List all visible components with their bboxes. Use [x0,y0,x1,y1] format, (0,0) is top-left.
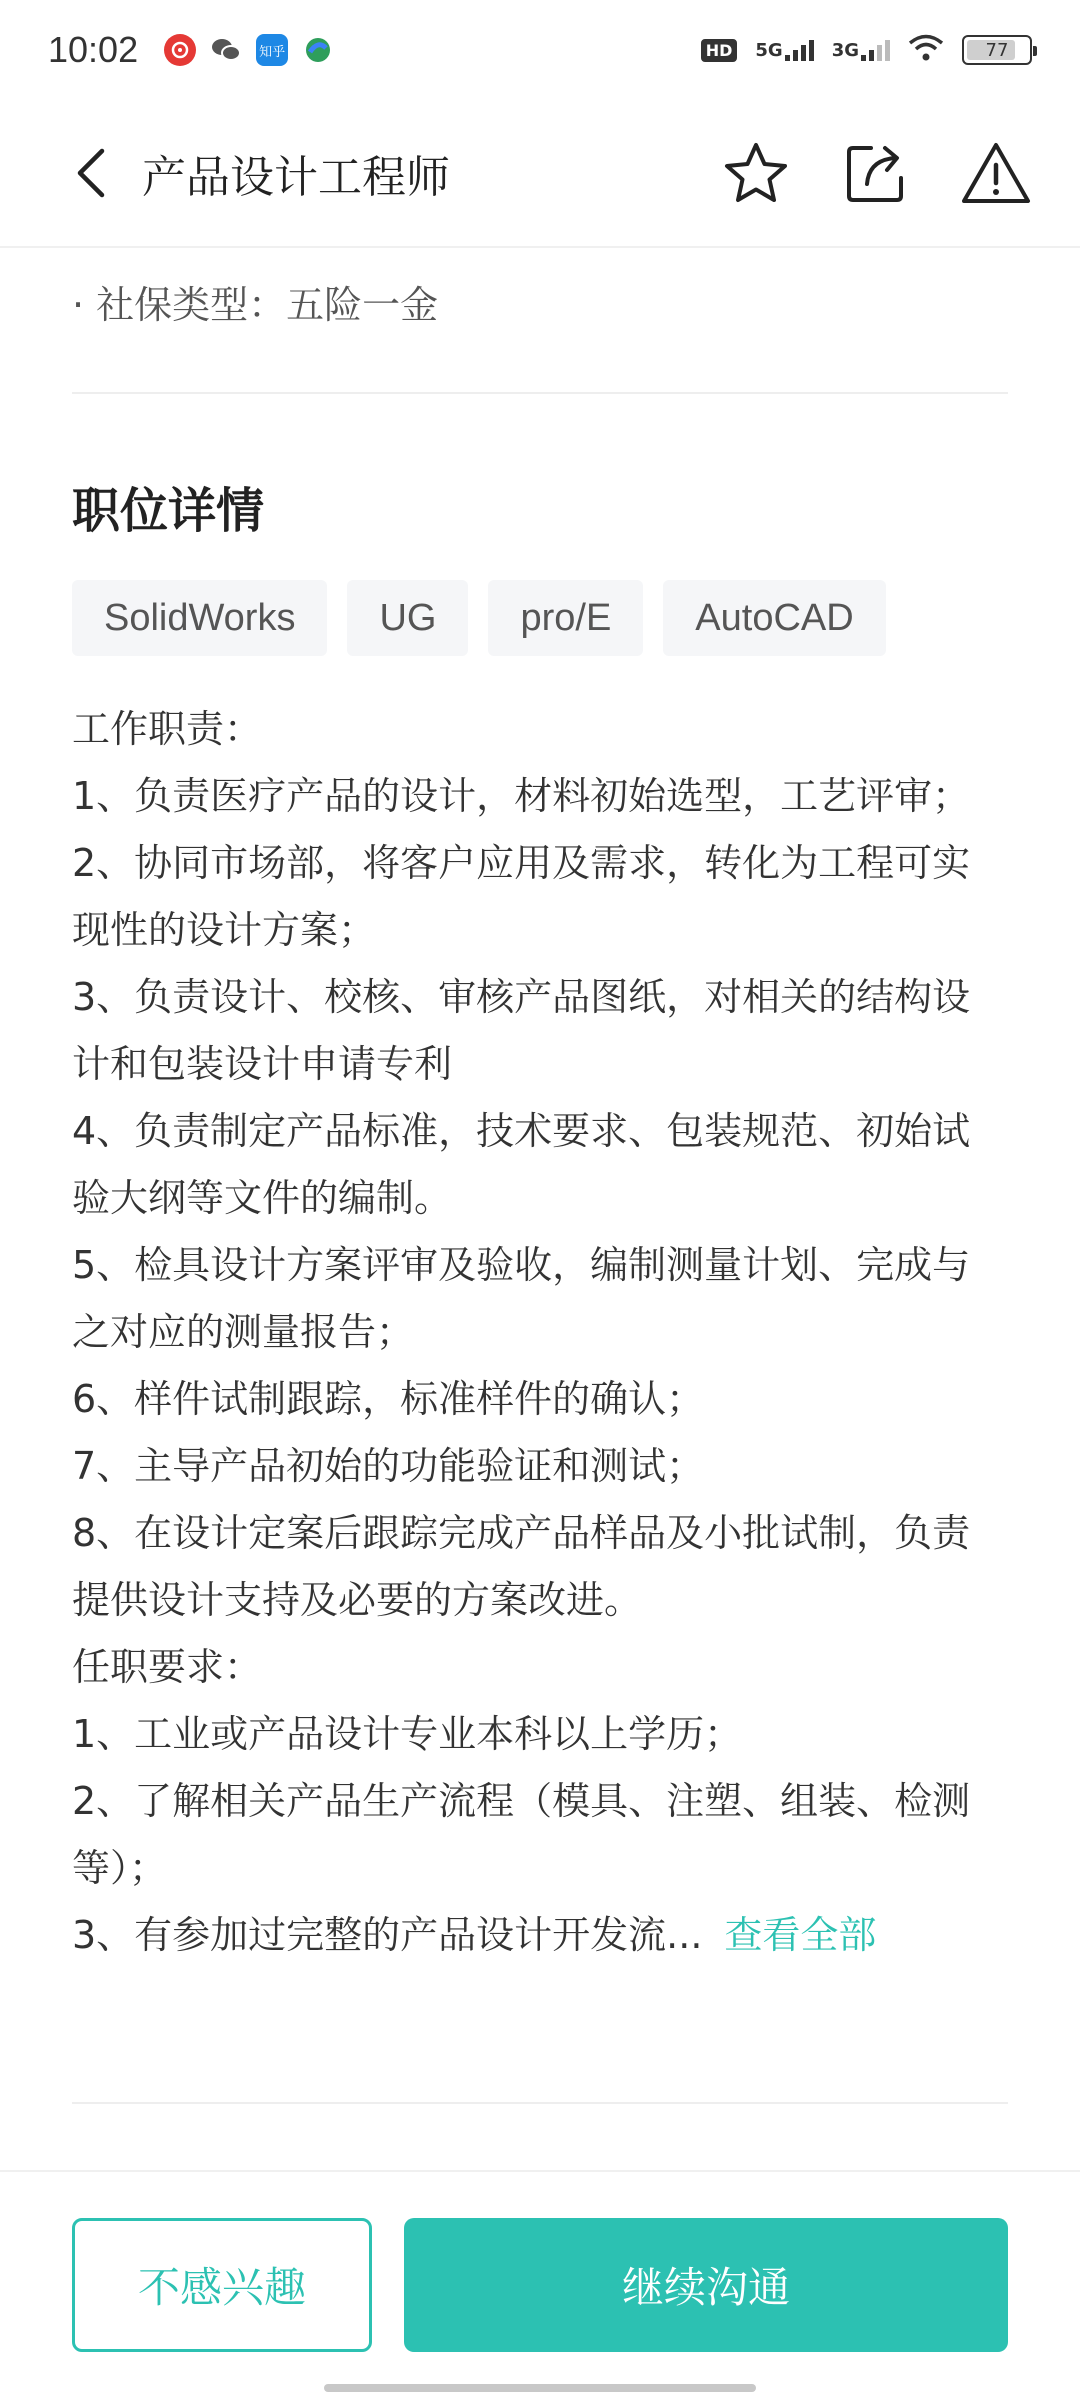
job-description [72,696,1008,1969]
hd-icon: HD [701,39,738,62]
page-title: 产品设计工程师 [142,152,450,203]
report-button[interactable] [960,137,1032,209]
status-time: 10:02 [48,29,139,70]
description-line: 8、在设计定案后跟踪完成产品样品及小批试制，负责提供设计支持及必要的方案改进。 [72,1511,971,1622]
notification-icons [164,34,334,66]
not-interested-button[interactable]: 不感兴趣 [72,2218,372,2352]
description-line: 5、检具设计方案评审及验收，编制测量计划、完成与之对应的测量报告； [72,1243,971,1354]
zhihu-icon: 知乎 [256,34,288,66]
divider [72,2102,1008,2104]
signal-5g-icon: 5G [755,39,813,61]
description-line: 1、工业或产品设计专业本科以上学历； [72,1712,743,1756]
description-last-line [72,1902,1008,1969]
description-line: 任职要求： [72,1645,263,1689]
favorite-button[interactable] [720,137,792,209]
warning-icon [960,141,1032,205]
chevron-left-icon [72,147,108,199]
description-line: 3、负责设计、校核、审核产品图纸，对相关的结构设计和包装设计申请专利 [72,975,971,1086]
see-all-link[interactable]: 查看全部 [724,1913,877,1957]
back-button[interactable] [60,143,120,203]
system-status [701,34,1032,66]
divider [72,392,1008,394]
browser-icon [302,34,334,66]
share-button[interactable] [840,137,912,209]
star-icon [723,141,789,205]
skill-tag: pro/E [488,580,643,656]
description-line: 6、样件试制跟踪，标准样件的确认； [72,1377,705,1421]
top-nav-bar [0,100,1080,248]
skill-tags [72,580,886,656]
share-icon [845,142,907,204]
description-line: 2、协同市场部，将客户应用及需求，转化为工程可实现性的设计方案； [72,841,971,952]
bottom-action-bar [0,2170,1080,2400]
continue-chat-button[interactable]: 继续沟通 [404,2218,1008,2352]
description-line: 4、负责制定产品标准，技术要求、包装规范、初始试验大纲等文件的编制。 [72,1109,971,1220]
description-line: 工作职责： [72,707,263,751]
description-line: 1、负责医疗产品的设计，材料初始选型，工艺评审； [72,774,971,818]
skill-tag: UG [347,580,468,656]
signal-3g-icon: 3G [832,39,890,61]
skill-tag: SolidWorks [72,580,327,656]
description-line: 7、主导产品初始的功能验证和测试； [72,1444,705,1488]
wechat-icon [210,34,242,66]
status-bar [0,0,1080,100]
truncated-line: 3、有参加过完整的产品设计开发流... [72,1913,703,1957]
social-insurance-text: · 社保类型：五险一金 [72,283,439,327]
section-title: 职位详情 [72,483,265,539]
netease-music-icon [164,34,196,66]
home-indicator[interactable] [324,2384,756,2392]
battery-icon: 77 [962,35,1032,65]
skill-tag: AutoCAD [663,580,885,656]
header-actions [720,137,1032,209]
wifi-icon [908,34,944,66]
description-line: 2、了解相关产品生产流程（模具、注塑、组装、检测等）； [72,1779,971,1890]
